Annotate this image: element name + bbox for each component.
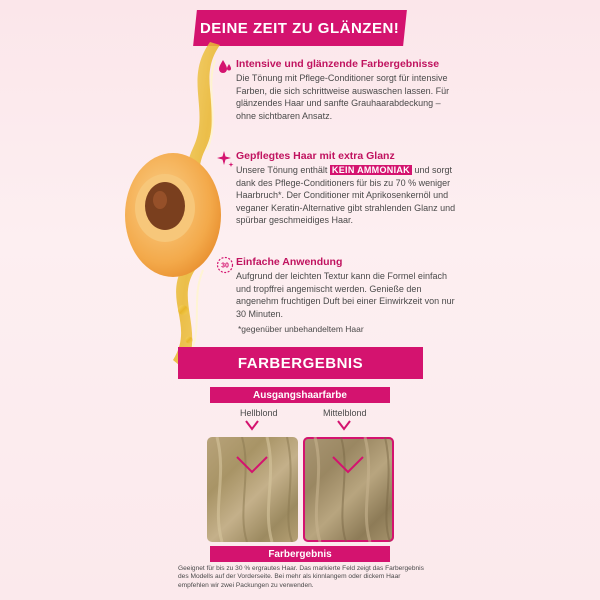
feature-text [236, 164, 463, 227]
column-label-hellblond: Hellblond [240, 408, 278, 418]
header-title: DEINE ZEIT ZU GLÄNZEN! [200, 19, 400, 37]
feature-extra-shine [218, 150, 463, 227]
start-color-banner [210, 387, 390, 403]
feature-intensive-colors [218, 58, 463, 122]
feature-text-before: Unsere Tönung enthält [236, 165, 328, 175]
sparkle-icon [216, 150, 234, 168]
oil-drop-icon [216, 58, 234, 76]
hair-swatch-hellblond [207, 437, 298, 542]
results-title: FARBERGEBNIS [237, 354, 364, 372]
disclaimer-text: Geeignet für bis zu 30 % ergrautes Haar. Das markierte Feld zeigt das Farbergebnis des Modells auf der Vorderseite. Bei mehr als kinnlangem oder dickem Haar empfehlen wir zwei Packungen zu verwenden. [178, 565, 424, 589]
column-label-mittelblond: Mittelblond [323, 408, 367, 418]
feature-title: Intensive und glänzende Farbergebnisse [236, 58, 440, 70]
feature-text: Aufgrund der leichten Textur kann die Formel einfach und tropffrei angemischt werden. Genieße den angenehm fruchtigen Duft bei einer Einwirkzeit von nur 30 Minuten. [236, 271, 455, 319]
feature-title: Gepflegtes Haar mit extra Glanz [236, 150, 395, 162]
results-banner [178, 347, 423, 379]
hair-swatch-mittelblond [303, 437, 394, 542]
footnote: *gegenüber unbehandeltem Haar [238, 324, 364, 334]
feature-title: Einfache Anwendung [236, 256, 343, 268]
timer-icon-text: 30 [221, 262, 229, 270]
feature-text: Die Tönung mit Pflege-Conditioner sorgt für intensive Farben, die sich schrittweise auswaschen lassen. Für glänzendes Haar und sanfte Grauhaarabdeckung – ohne sichtbaren Ansatz. [236, 73, 450, 121]
no-ammonia-badge: KEIN AMMONIAK [331, 165, 410, 175]
feature-text-after: und sorgt dank des Pflege-Conditioners für bis zu 70 % weniger Haarbruch*. Der Conditioner mit Aprikosenkernöl und veganer Keratin-Alternative gibt strahlenden Glanz und spürbar geschmeidiges Haar. [236, 165, 456, 226]
result-color-label: Farbergebnis [268, 548, 332, 560]
start-color-label: Ausgangshaarfarbe [253, 389, 347, 401]
feature-easy-application [218, 256, 463, 320]
chevron-down-icon [245, 419, 259, 431]
chevron-down-icon [337, 419, 351, 431]
result-color-banner [210, 546, 390, 562]
timer-icon [216, 256, 234, 274]
